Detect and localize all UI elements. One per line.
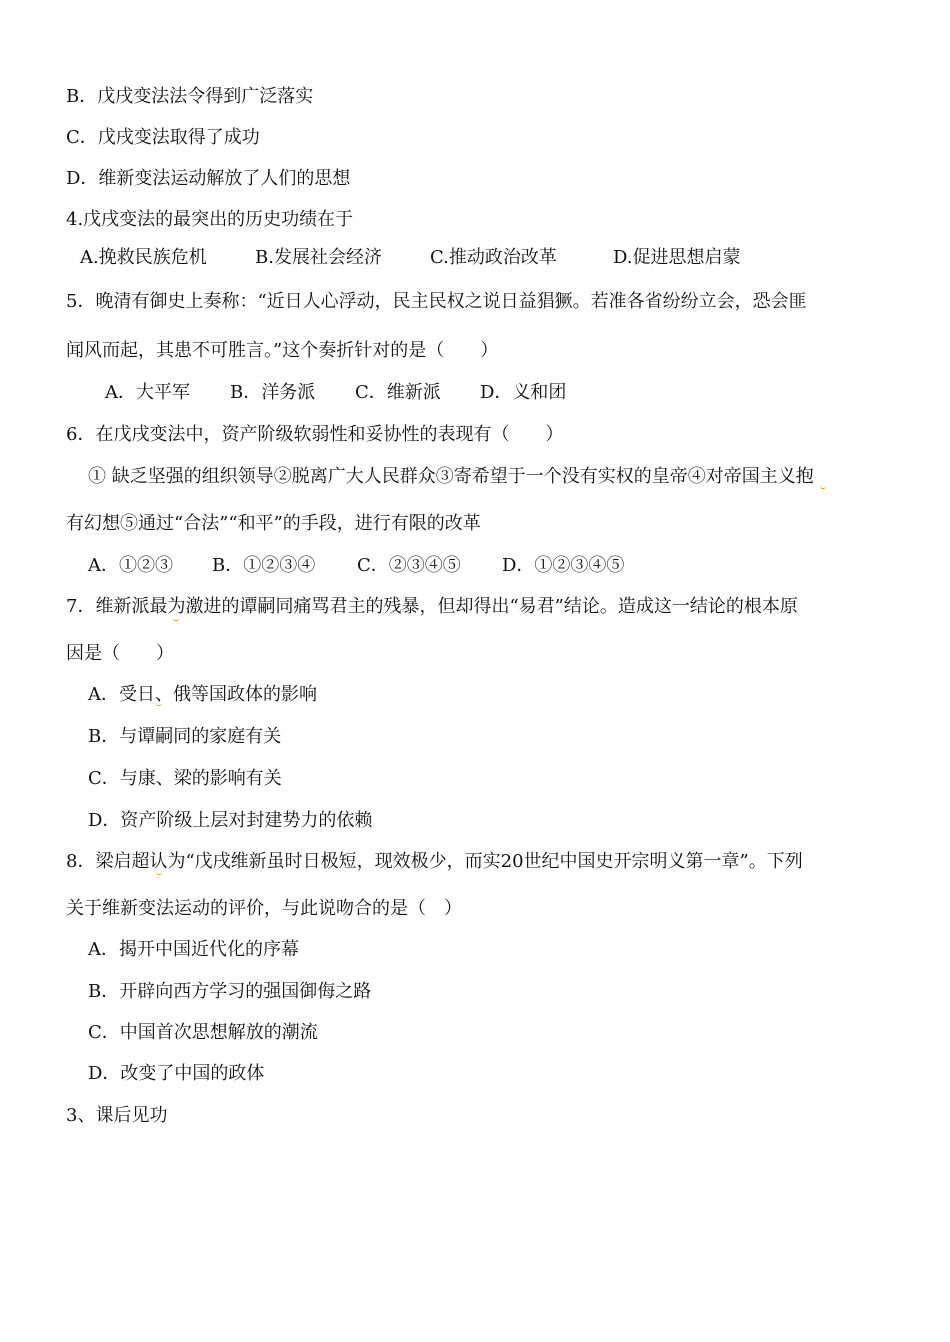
q5-options	[105, 381, 566, 405]
q5-option-b: B．洋务派	[230, 382, 316, 403]
q8-option-b: B．开辟向西方学习的强国御侮之路	[88, 981, 372, 1002]
q8-stem-line2: 关于维新变法运动的评价，与此说吻合的是（ ）	[66, 898, 462, 919]
q6-items-line2: 有幻想⑤通过“合法”“和平”的手段，进行有限的改革	[66, 513, 481, 534]
q4-options	[80, 246, 741, 270]
q7-stem-line2: 因是（ ）	[66, 643, 174, 664]
q8-option-c: C．中国首次思想解放的潮流	[88, 1022, 318, 1043]
q7-option-c: C．与康、梁的影响有关	[88, 768, 282, 789]
q6-option-a: A．①②③	[88, 555, 173, 576]
q5-option-a: A．大平军	[105, 382, 190, 403]
q8-option-a: A．揭开中国近代化的序幕	[88, 939, 299, 960]
q6-option-b: B．①②③④	[212, 555, 316, 576]
q4-option-c: C.推动政治改革	[430, 247, 557, 268]
q6-option-d: D．①②③④⑤	[502, 555, 625, 576]
q4-stem: 4.戊戌变法的最突出的历史功绩在于	[66, 209, 354, 230]
q5-option-d: D．义和团	[480, 382, 567, 403]
q5-stem-line2: 闻风而起，其患不可胜言。”这个奏折针对的是（ ）	[66, 340, 499, 361]
q7-stem-line1: 7．维新派最为激进的谭嗣同痛骂君主的残暴，但却得出“易君”结论。造成这一结论的根本原	[66, 596, 798, 617]
q6-option-c: C．②③④⑤	[357, 555, 461, 576]
q5-stem-line1: 5．晚清有御史上奏称：“近日人心浮动，民主民权之说日益猖獗。若准各省纷纷立会，恐会匪	[66, 291, 807, 312]
section-3-heading: 3、课后见功	[66, 1105, 168, 1126]
q8-option-d: D．改变了中国的政体	[88, 1063, 265, 1084]
q5-option-c: C．维新派	[355, 382, 441, 403]
q4-option-a: A.挽救民族危机	[80, 247, 207, 268]
q8-stem-line1: 8．梁启超认为“戊戌维新虽时日极短，现效极少，而实20世纪中国史开宗明义第一章”。下列	[66, 851, 803, 872]
q7-option-b: B．与谭嗣同的家庭有关	[88, 726, 282, 747]
q3-option-d: D．维新变法运动解放了人们的思想	[66, 168, 351, 189]
q3-option-c: C．戊戌变法取得了成功	[66, 127, 260, 148]
q6-options	[88, 554, 624, 578]
q6-items-line1: ① 缺乏坚强的组织领导②脱离广大人民群众③寄希望于一个没有实权的皇帝④对帝国主义抱	[88, 466, 814, 487]
q6-stem: 6．在戊戌变法中，资产阶级软弱性和妥协性的表现有（ ）	[66, 424, 564, 445]
q7-option-d: D．资产阶级上层对封建势力的依赖	[88, 810, 373, 831]
scan-mark	[156, 870, 162, 875]
q4-option-b: B.发展社会经济	[255, 247, 382, 268]
q3-option-b: B．戊戌变法法令得到广泛落实	[66, 86, 314, 107]
scan-mark	[820, 484, 826, 489]
scan-mark	[173, 616, 179, 621]
q4-option-d: D.促进思想启蒙	[613, 247, 741, 268]
q7-option-a: A．受日、俄等国政体的影响	[88, 684, 317, 705]
